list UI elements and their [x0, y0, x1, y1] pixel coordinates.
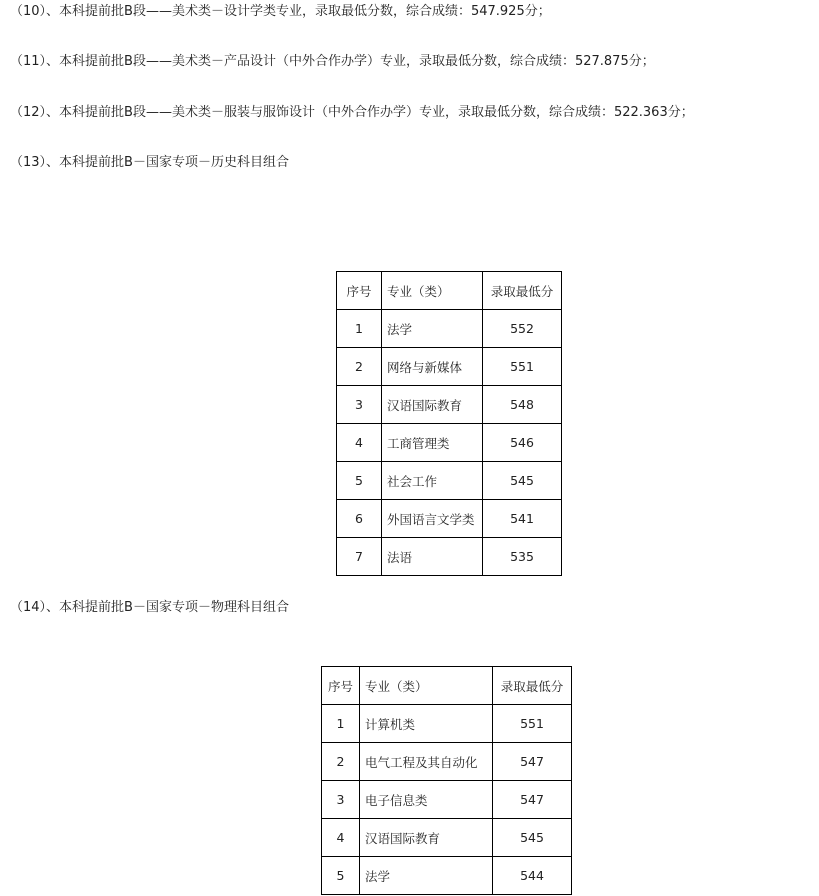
table-row: [322, 857, 572, 895]
history-admission-table: [336, 271, 562, 576]
table-row: [337, 500, 562, 538]
cell-serial: 2: [322, 743, 360, 781]
cell-min-score: 541: [483, 500, 562, 538]
cell-major: 社会工作: [382, 462, 483, 500]
cell-min-score: 544: [493, 857, 572, 895]
table-row: [337, 310, 562, 348]
cell-min-score: 551: [493, 705, 572, 743]
cell-serial: 5: [322, 857, 360, 895]
cell-min-score: 552: [483, 310, 562, 348]
cell-serial: 4: [322, 819, 360, 857]
cell-major: 汉语国际教育: [360, 819, 493, 857]
header-major: 专业（类）: [360, 667, 493, 705]
cell-serial: 6: [337, 500, 382, 538]
cell-min-score: 548: [483, 386, 562, 424]
cell-major: 电子信息类: [360, 781, 493, 819]
table-row: [337, 424, 562, 462]
cell-serial: 3: [337, 386, 382, 424]
table-header-row: [337, 272, 562, 310]
cell-serial: 3: [322, 781, 360, 819]
cell-min-score: 535: [483, 538, 562, 576]
cell-min-score: 547: [493, 781, 572, 819]
table-header-row: [322, 667, 572, 705]
header-min-score: 录取最低分: [483, 272, 562, 310]
item-10-text: （10）、本科提前批B段——美术类－设计学类专业，录取最低分数，综合成绩：547.925分；: [10, 4, 551, 19]
cell-min-score: 545: [493, 819, 572, 857]
table-row: [337, 386, 562, 424]
table-row: [322, 819, 572, 857]
table-row: [322, 705, 572, 743]
header-serial: 序号: [337, 272, 382, 310]
cell-serial: 2: [337, 348, 382, 386]
physics-admission-table: [321, 666, 572, 895]
cell-major: 网络与新媒体: [382, 348, 483, 386]
table-row: [337, 538, 562, 576]
cell-serial: 1: [322, 705, 360, 743]
table-row: [322, 743, 572, 781]
header-serial: 序号: [322, 667, 360, 705]
cell-min-score: 551: [483, 348, 562, 386]
cell-serial: 1: [337, 310, 382, 348]
item-14-heading: （14）、本科提前批B－国家专项－物理科目组合: [10, 600, 289, 615]
cell-major: 法语: [382, 538, 483, 576]
table-row: [322, 781, 572, 819]
table-row: [337, 462, 562, 500]
header-min-score: 录取最低分: [493, 667, 572, 705]
cell-major: 外国语言文学类: [382, 500, 483, 538]
cell-major: 工商管理类: [382, 424, 483, 462]
item-12-text: （12）、本科提前批B段——美术类－服装与服饰设计（中外合作办学）专业，录取最低分数，综合成绩：522.363分；: [10, 105, 694, 120]
item-13-heading: （13）、本科提前批B－国家专项－历史科目组合: [10, 155, 289, 170]
item-11-text: （11）、本科提前批B段——美术类－产品设计（中外合作办学）专业，录取最低分数，综合成绩：527.875分；: [10, 54, 655, 69]
cell-major: 法学: [360, 857, 493, 895]
cell-min-score: 545: [483, 462, 562, 500]
cell-major: 汉语国际教育: [382, 386, 483, 424]
cell-major: 计算机类: [360, 705, 493, 743]
cell-major: 法学: [382, 310, 483, 348]
cell-serial: 4: [337, 424, 382, 462]
header-major: 专业（类）: [382, 272, 483, 310]
cell-serial: 7: [337, 538, 382, 576]
cell-major: 电气工程及其自动化: [360, 743, 493, 781]
cell-min-score: 547: [493, 743, 572, 781]
cell-min-score: 546: [483, 424, 562, 462]
cell-serial: 5: [337, 462, 382, 500]
table-row: [337, 348, 562, 386]
